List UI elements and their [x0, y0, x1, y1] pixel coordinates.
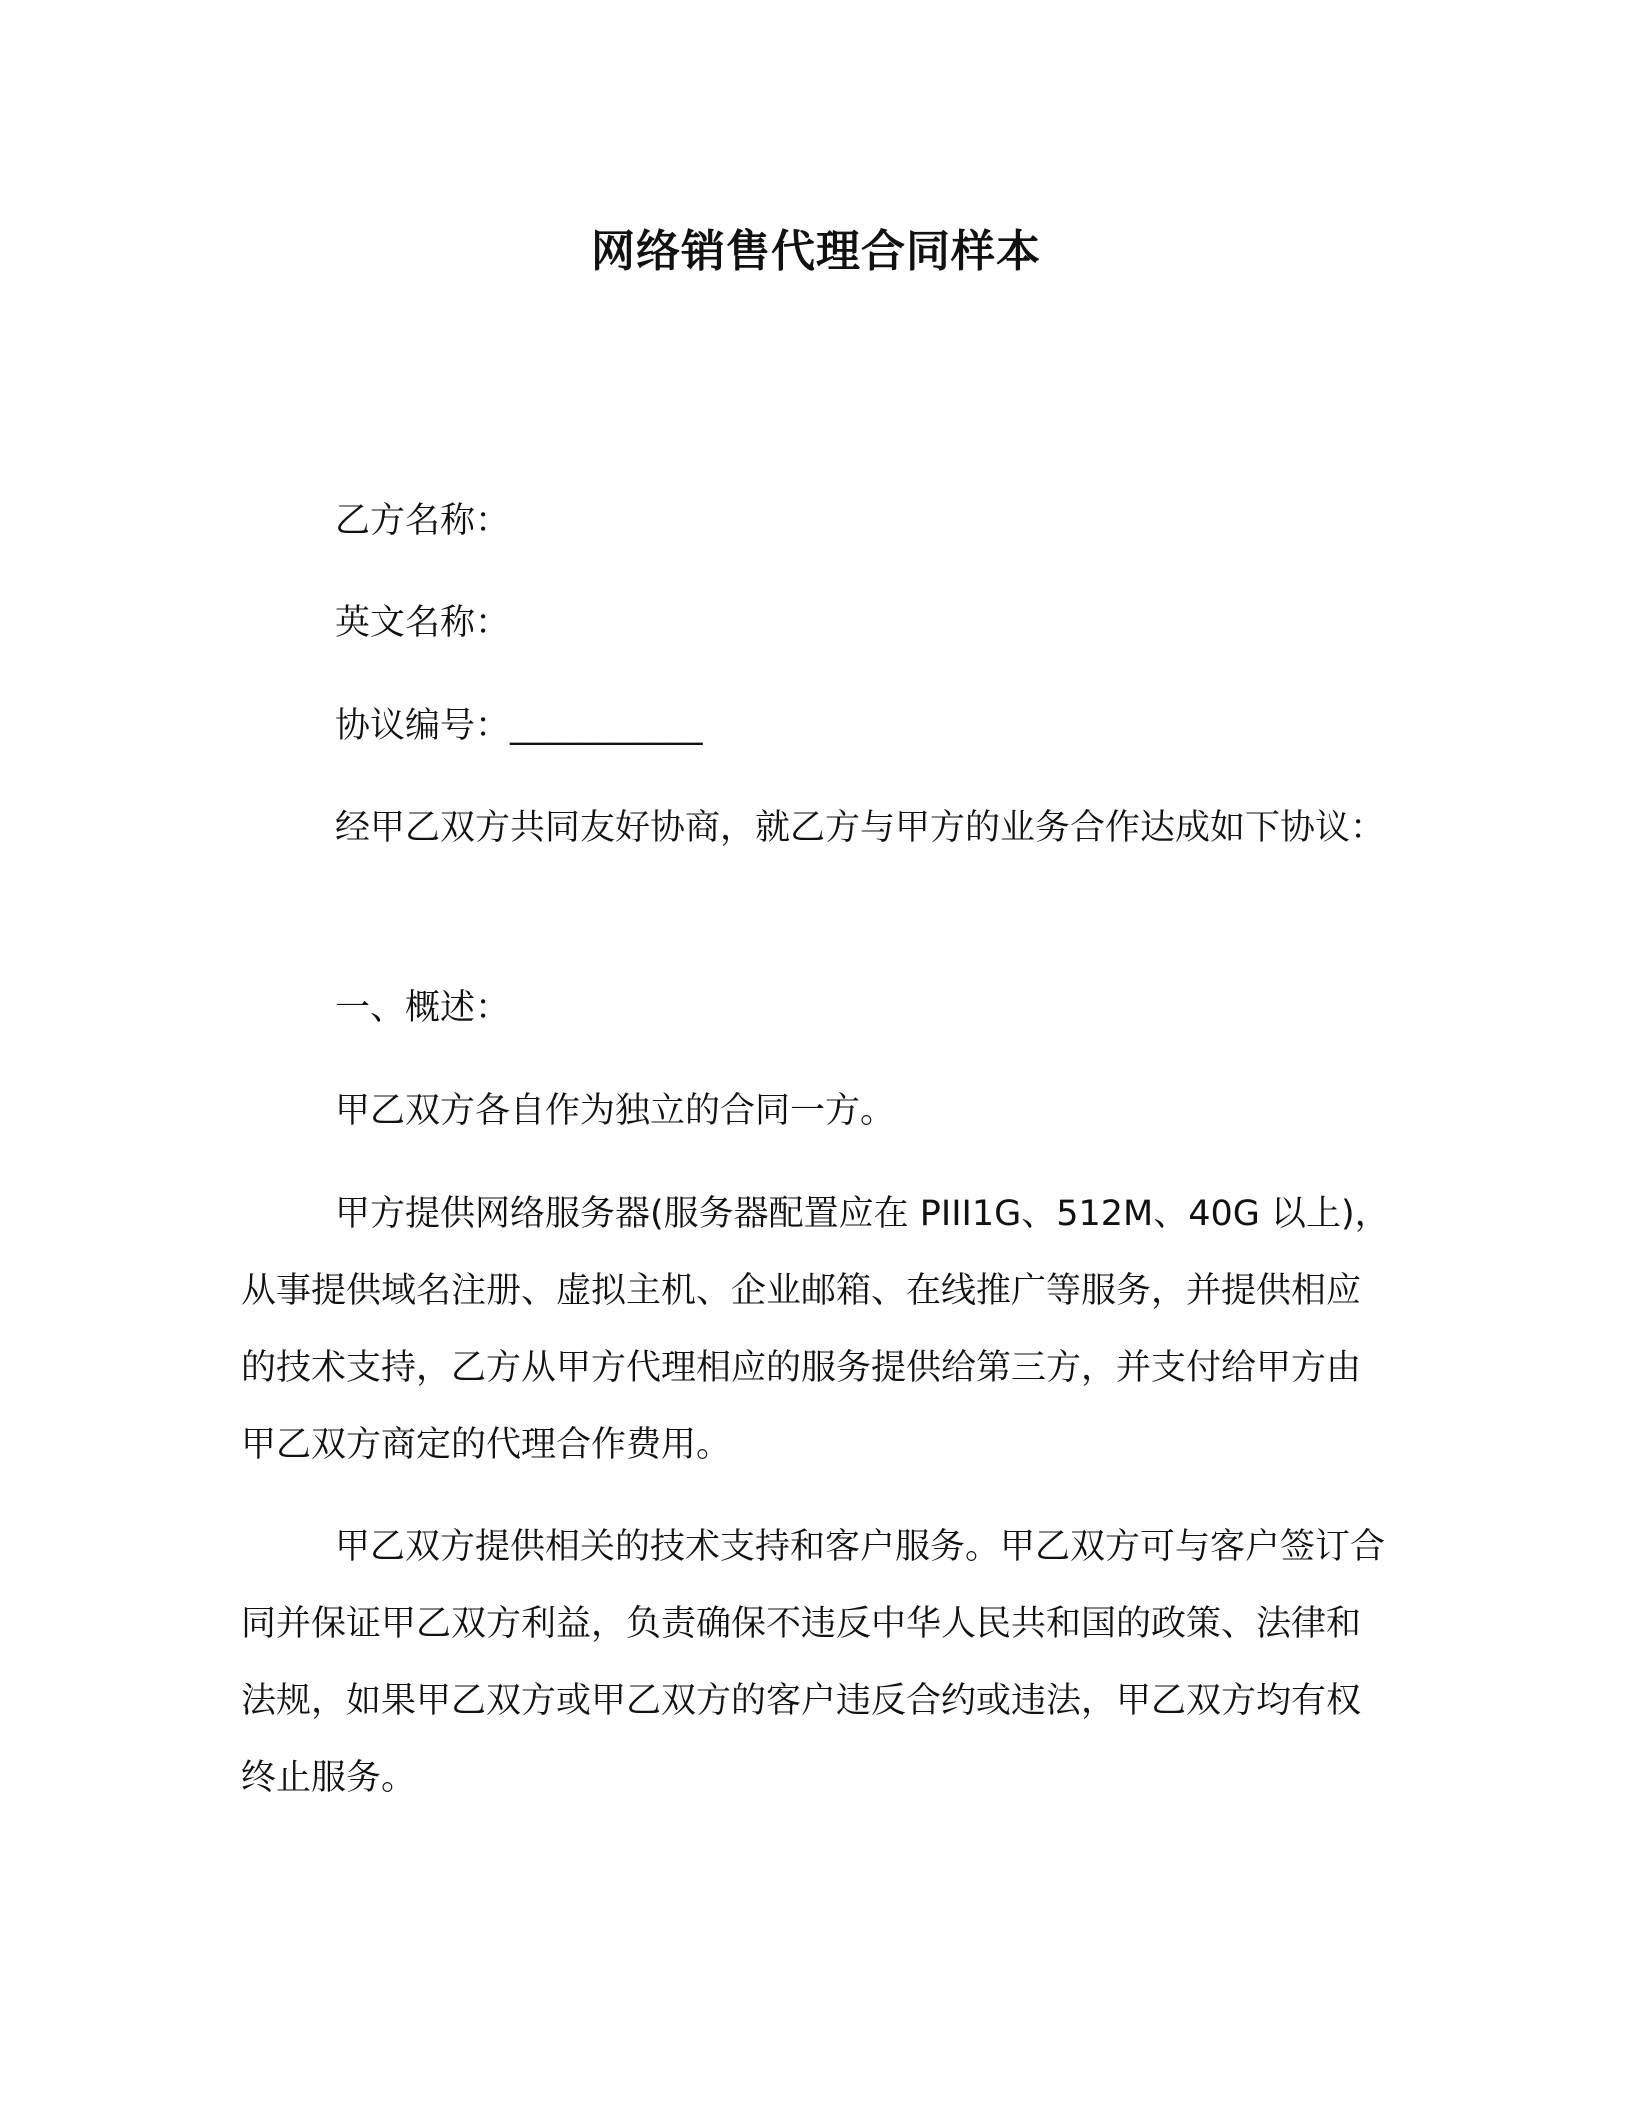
party-b-name-label: 乙方名称： [335, 501, 511, 541]
intro-paragraph: 经甲乙双方共同友好协商，就乙方与甲方的业务合作达成如下协议： [335, 808, 1386, 848]
section-heading-overview: 一、概述： [335, 988, 511, 1028]
english-name-label: 英文名称： [335, 603, 511, 643]
paragraph-independent-parties: 甲乙双方各自作为独立的合同一方。 [335, 1091, 896, 1131]
agreement-number-label: 协议编号：___________ [335, 706, 703, 746]
paragraph-support: 甲乙双方提供相关的技术支持和客户服务。甲乙双方可与客户签订合同并保证甲乙双方利益，负责确保不违反中华人民共和国的政策、法律和法规，如果甲乙双方或甲乙双方的客户违反合约或违法，甲乙双方均有权终止服务。 [241, 1527, 1386, 1798]
document-title: 网络销售代理合同样本 [591, 226, 1041, 277]
paragraph-services: 甲方提供网络服务器(服务器配置应在 PIII1G、512M、40G 以上)，从事提供域名注册、虚拟主机、企业邮箱、在线推广等服务，并提供相应的技术支持，乙方从甲方代理相应的服务提供给第三方，并支付给甲方由甲乙双方商定的代理合作费用。 [241, 1194, 1390, 1465]
